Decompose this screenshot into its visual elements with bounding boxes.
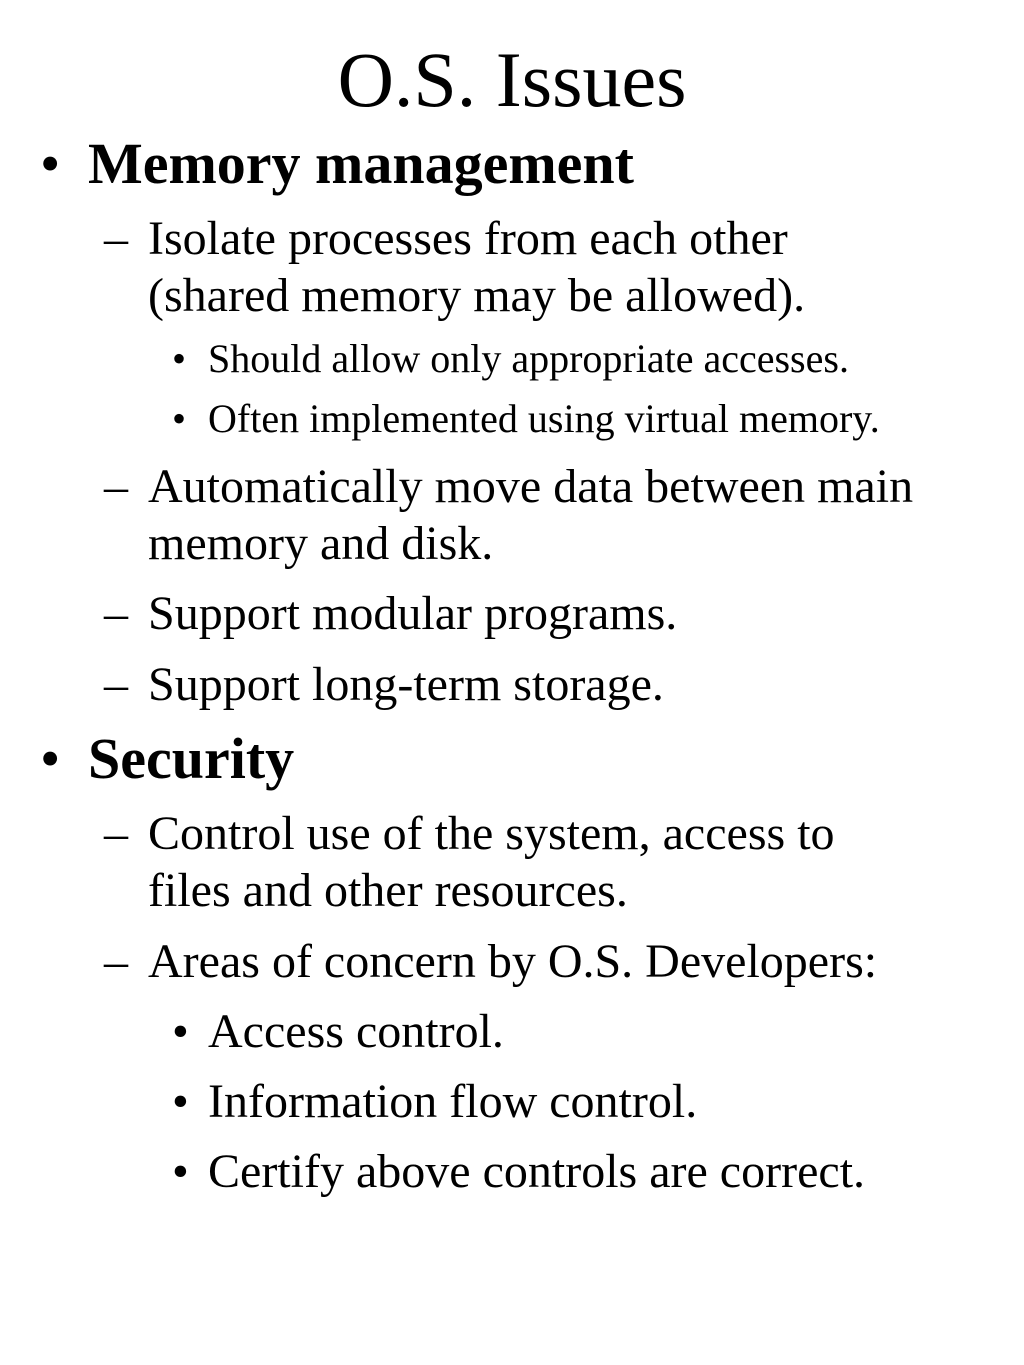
dash-icon: – [104,935,128,988]
sub-list-item-text: Should allow only appropriate accesses. [208,336,849,381]
dash-icon: – [104,658,128,711]
section-heading-text: Security [88,726,295,791]
sub-list-item-text: Access control. [208,1005,504,1058]
dash-icon: – [104,587,128,640]
sub-list-item-text: Certify above controls are correct. [208,1145,866,1198]
dash-icon: – [104,807,128,860]
dash-icon: – [104,460,128,513]
bullet-icon: • [40,131,61,196]
bullet-icon: • [172,396,187,441]
list-item-text: files and other resources. [148,864,628,917]
list-item-text: Support long-term storage. [148,658,664,711]
section-heading-text: Memory management [88,131,634,196]
list-item-text: Automatically move data between main [148,460,914,513]
dash-icon: – [104,212,128,265]
bullet-icon: • [172,1005,189,1058]
bullet-icon: • [40,726,61,791]
list-item-text: memory and disk. [148,517,494,570]
bullet-icon: • [172,1145,189,1198]
bullet-icon: • [172,336,187,381]
sub-list-item-text: Often implemented using virtual memory. [208,396,880,441]
list-item-text: Areas of concern by O.S. Developers: [148,935,878,988]
list-item-text: Support modular programs. [148,587,678,640]
list-item-text: Control use of the system, access to [148,807,835,860]
list-item-text: Isolate processes from each other [148,212,788,265]
slide-title: O.S. Issues [337,36,687,123]
list-item-text: (shared memory may be allowed). [148,269,806,322]
sub-list-item-text: Information flow control. [208,1075,698,1128]
bullet-icon: • [172,1075,189,1128]
